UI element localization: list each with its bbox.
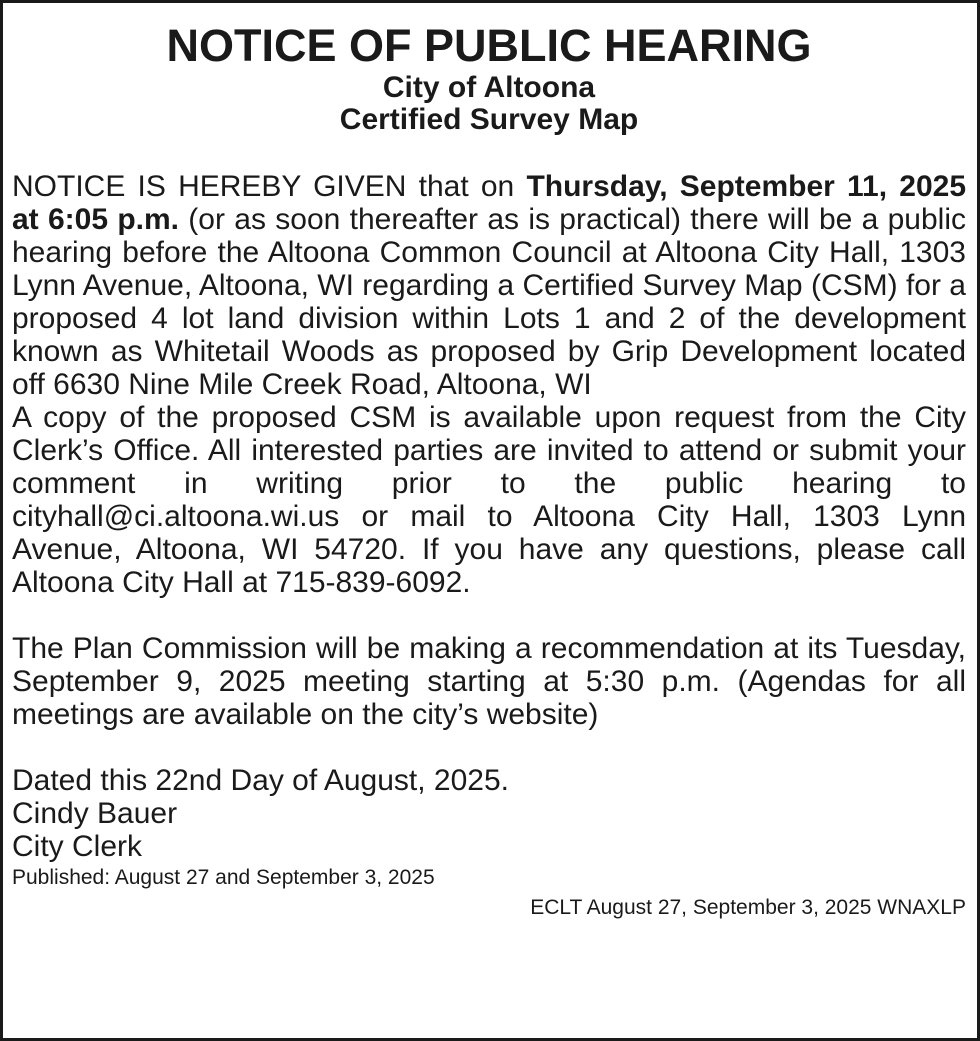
hearing-date-time: Thursday, September 11, 2025 at 6:05 p.m. <box>12 170 966 236</box>
notice-subtitle-city: City of Altoona <box>382 71 596 104</box>
hearing-lead-text: NOTICE IS HEREBY GIVEN that on <box>12 170 527 203</box>
notice-title: NOTICE OF PUBLIC HEARING <box>166 20 812 71</box>
dated-line: Dated this 22nd Day of August, 2025. <box>12 764 510 797</box>
publication-code: ECLT August 27, September 3, 2025 WNAXLP <box>530 896 966 919</box>
notice-body <box>12 20 966 923</box>
paragraph-hearing-notice <box>12 170 966 401</box>
paragraph-csm-copy: A copy of the proposed CSM is available upon request from the City Clerk’s Office. All interested parties are invited to attend or submit your comment in writing prior to the public hearing to cityhall@ci.altoona.wi.us or mail to Altoona City Hall, 1303 Lynn Avenue, Altoona, WI 54720. If you have any questions, please call Altoona City Hall at 715-839-6092. <box>12 401 966 599</box>
paragraph-plan-commission: The Plan Commission will be making a recommendation at its Tuesday, September 9, 2025 meeting starting at 5:30 p.m. (Agendas for all meetings are available on the city’s website) <box>12 632 966 731</box>
notice-subtitle-topic: Certified Survey Map <box>339 103 639 136</box>
signer-name: Cindy Bauer <box>12 797 178 830</box>
signer-title: City Clerk <box>12 830 143 863</box>
hearing-details-text: (or as soon thereafter as is practical) there will be a public hearing before the Altoona Common Council at Altoona City Hall, 1303 Lynn Avenue, Altoona, WI regarding a Certified Survey Map (CSM) for a proposed 4 lot land division within Lots 1 and 2 of the development known as Whitetail Woods as proposed by Grip Development located off 6630 Nine Mile Creek Road, Altoona, WI <box>12 203 966 401</box>
published-dates: Published: August 27 and September 3, 2025 <box>12 866 435 889</box>
